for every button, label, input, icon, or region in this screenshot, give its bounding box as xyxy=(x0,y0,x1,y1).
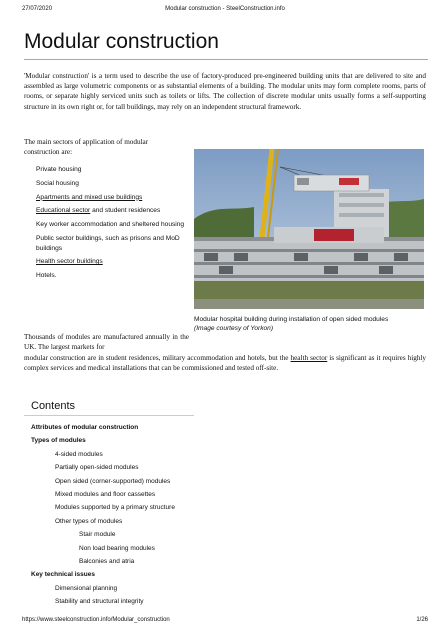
caption-credit: (Image courtesy of Yorkon) xyxy=(194,325,274,332)
sector-link-educational[interactable]: Educational sector xyxy=(36,207,91,215)
toc-entry-primary-structure[interactable]: Modules supported by a primary structure xyxy=(55,504,175,512)
health-sector-link[interactable]: health sector xyxy=(290,354,328,362)
print-doc-title: Modular construction - SteelConstruction.info xyxy=(165,6,285,12)
toc-entry-attributes[interactable]: Attributes of modular construction xyxy=(31,424,139,431)
sector-link-apartments[interactable]: Apartments and mixed use buildings xyxy=(36,193,143,201)
toc-entry-partially-open[interactable]: Partially open-sided modules xyxy=(55,464,139,472)
title-divider xyxy=(24,59,428,60)
toc-entry-types-of-modules[interactable]: Types of modules xyxy=(31,437,86,445)
toc-title: Contents xyxy=(24,396,194,416)
caption-text: Modular hospital building during installation of open sided modules xyxy=(194,316,389,323)
toc-entry-4-sided[interactable]: 4-sided modules xyxy=(55,450,103,458)
sector-item-social-housing: Social housing xyxy=(36,179,79,187)
page-title: Modular construction xyxy=(24,30,219,53)
sectors-intro: The main sectors of application of modular construction are: xyxy=(24,138,149,157)
toc-entry-mixed-modules[interactable]: Mixed modules and floor cassettes xyxy=(55,490,156,498)
markets-text-before: modular construction are in student residences, military accommodation and hotels, but the xyxy=(24,354,291,362)
toc-entry-open-sided[interactable]: Open sided (corner-supported) modules xyxy=(55,477,171,485)
markets-paragraph xyxy=(24,353,426,373)
sector-link-health[interactable]: Health sector buildings xyxy=(36,258,103,266)
toc-entry-balconies[interactable]: Balconies and atria xyxy=(79,557,135,565)
sector-item-public-sector: Public sector buildings, such as prisons and MoD buildings xyxy=(36,234,180,252)
print-url: https://www.steelconstruction.info/Modular_construction xyxy=(22,617,170,623)
figure-caption xyxy=(194,315,424,333)
intro-paragraph: 'Modular construction' is a term used to describe the use of factory-produced pre-engineered building units that are delivered to site and assembled as large volumetric components or as substantial elements of a building. The modular units may form complete rooms, parts of rooms, or separate highly serviced units such as toilets or lifts. The collection of discrete modular units usually forms a self-supporting structure in its own right or, for tall buildings, may rely on an independent structural framework. xyxy=(24,72,426,111)
print-date: 27/07/2020 xyxy=(22,6,53,12)
sector-item-private-housing: Private housing xyxy=(36,166,82,173)
modules-paragraph-start: Thousands of modules are manufactured annually in the UK. The largest markets for xyxy=(24,333,189,352)
sector-item-educational xyxy=(36,206,186,216)
sector-item-educational-rest: and student residences xyxy=(90,207,161,215)
sector-item-hotels: Hotels. xyxy=(36,272,57,280)
figure xyxy=(194,149,424,333)
markets-text-after: is significant as it requires highly complex services and medical installations that can be commissioned and tested off-site. xyxy=(24,354,426,373)
toc-entry-stability[interactable]: Stability and structural integrity xyxy=(55,598,144,606)
construction-photo[interactable] xyxy=(194,149,424,309)
print-footer xyxy=(22,617,428,627)
sector-item-key-worker: Key worker accommodation and sheltered housing xyxy=(36,221,185,229)
toc-entry-dimensional-planning[interactable]: Dimensional planning xyxy=(55,584,118,592)
table-of-contents xyxy=(24,396,194,610)
toc-entry-non-load-bearing[interactable]: Non load bearing modules xyxy=(79,544,155,552)
print-header xyxy=(22,6,428,16)
sector-list xyxy=(36,165,186,285)
page-counter: 1/26 xyxy=(416,617,428,623)
toc-entry-key-technical-issues[interactable]: Key technical issues xyxy=(31,571,95,579)
toc-entry-stair-module[interactable]: Stair module xyxy=(79,531,116,539)
toc-entry-other-types[interactable]: Other types of modules xyxy=(55,517,123,525)
